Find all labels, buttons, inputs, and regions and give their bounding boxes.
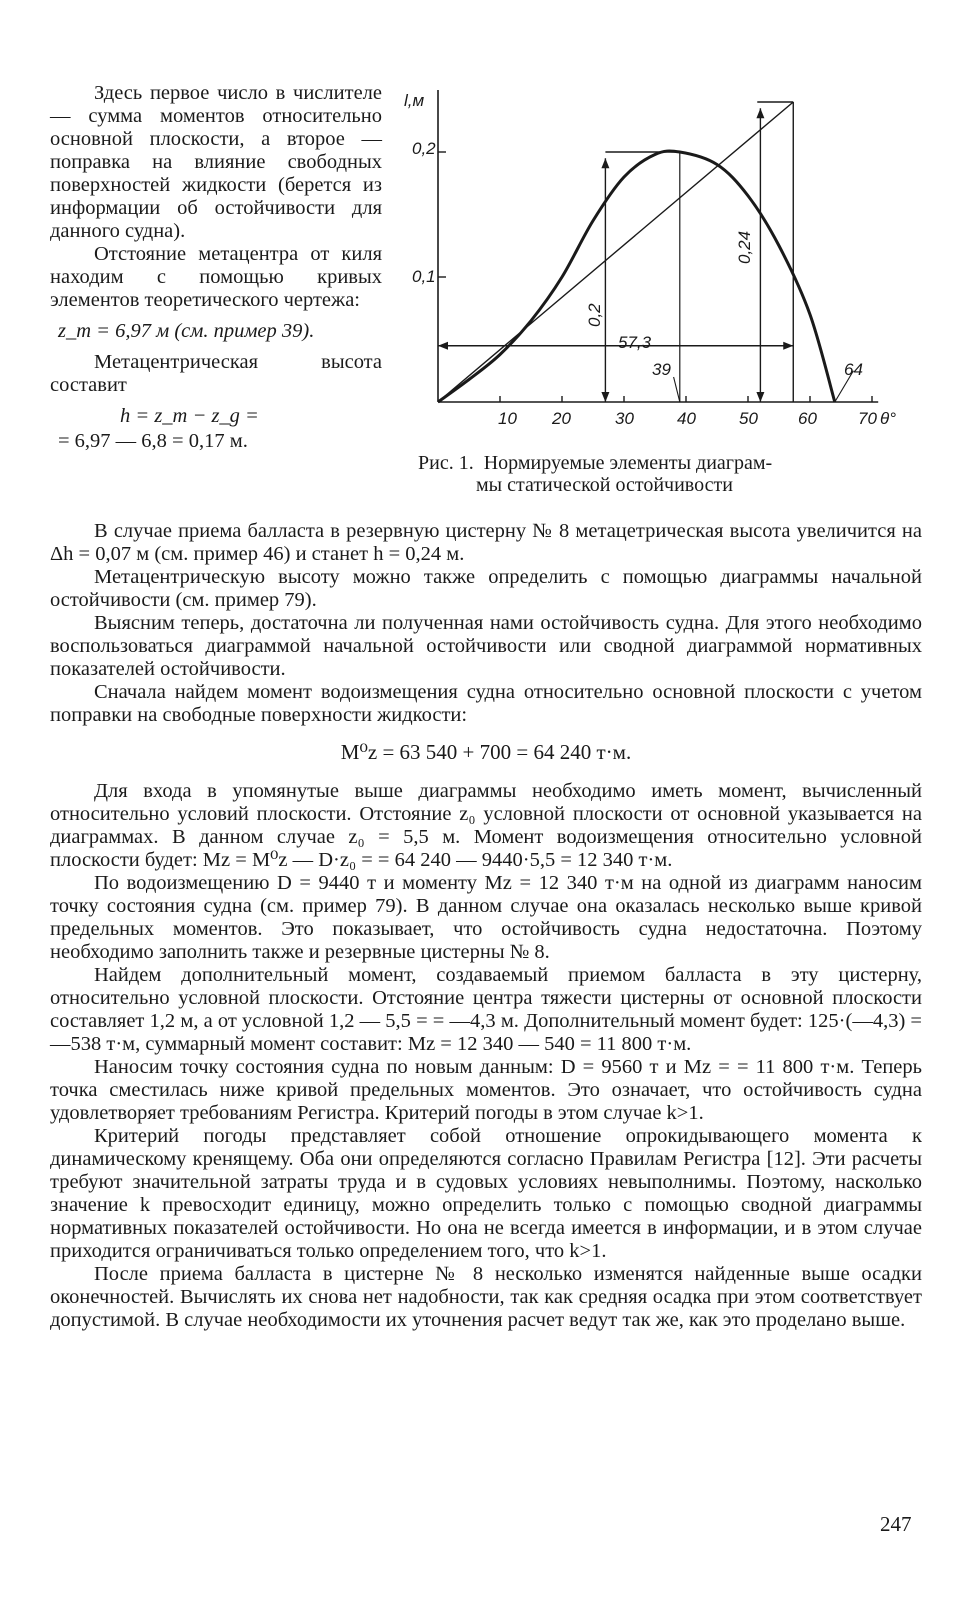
x-tick-label: 20 [552, 409, 571, 428]
paragraph: Сначала найдем момент водоизмещения судна относительно основной плоскости с учетом поправки на свободные поверхности жидкости: [50, 681, 922, 726]
y-tick-label: 0,1 [412, 267, 436, 286]
arrow-head [601, 392, 609, 402]
paragraph: По водоизмещению D = 9440 т и моменту Mz = 12 340 т·м на одной из диаграмм наносим точку состояния судна (см. пример 79). В данном случае она оказалась несколько выше кривой предельных моментов. Это показывает, что остойчивость судна недостаточна. Поэтому необходимо заполнить также и резервные цистерны № 8. [50, 872, 922, 963]
arrow-head [756, 392, 764, 402]
paragraph: Метацентрическую высоту можно также определить с помощью диаграммы начальной остойчивости (см. пример 79). [50, 566, 922, 611]
figure-caption [418, 452, 898, 496]
formula-moment: M⁰z = 63 540 + 700 = 64 240 т·м. [340, 740, 632, 764]
paragraph: Отстояние метацентра от киля находим с помощью кривых элементов теоретического чертежа: [50, 243, 382, 311]
theta-max-annotation: 39 [652, 360, 671, 379]
paragraph: После приема балласта в цистерне № 8 несколько изменятся найденные выше осадки оконечностей. Вычислять их снова нет надобности, так как средняя осадка при этом соответствует допустимой. В случае необходимости их уточнения расчет ведут так же, как это проделано выше. [50, 1263, 922, 1331]
x-tick-label: 10 [498, 409, 517, 428]
x-tick-label: 60 [798, 409, 817, 428]
chart-plot-area [438, 90, 878, 402]
caption-number: Рис. 1. [418, 452, 474, 474]
arrow-head [756, 108, 764, 118]
caption-line-1: Нормируемые элементы диаграм- [483, 452, 773, 474]
lmax-annotation: 0,2 [585, 303, 604, 327]
caption-line-2: мы статической остойчивости [476, 474, 733, 496]
y-axis-label: l,м [404, 91, 425, 110]
stability-diagram [398, 72, 938, 512]
paragraph: Наносим точку состояния судна по новым данным: D = 9560 т и Mz = = 11 800 т·м. Теперь точка сместилась ниже кривой предельных моментов. Это означает, что остойчивость судна удовлетворяет требованиям Регистра. Критерий погоды в этом случае k>1. [50, 1056, 922, 1124]
y-tick-label: 0,2 [412, 139, 436, 158]
paragraph: Метацентрическая высота составит [50, 351, 382, 396]
paragraph: Для входа в упомянутые выше диаграммы необходимо иметь момент, вычисленный относительно условий плоскости. Отстояние z₀ условной плоскости от основной указывается на диаграммах. В данном случае z₀ = 5,5 м. Момент водоизмещения относительно условной плоскости будет: Mz = M⁰z — D·z₀ = = 64 240 — 9440·5,5 = 12 340 т·м. [50, 780, 922, 871]
range-annotation: 57,3 [618, 333, 652, 352]
x-tick-label: 30 [615, 409, 634, 428]
arrow-head [438, 342, 448, 350]
arrow-head [601, 158, 609, 168]
paragraph: Критерий погоды представляет собой отношение опрокидывающего момента к динамическому кренящему. Оба они определяются согласно Правилам Регистра [12]. Эти расчеты требуют значительной затраты труда и в судовых условиях невыполнимы. Поэтому, насколько значение k превосходит единицу, можно определить только с помощью сводной диаграммы нормативных показателей остойчивости. Но она не всегда имеется в информации, и в этом случае приходится ограничиваться только определением того, что k>1. [50, 1125, 922, 1262]
paragraph: Найдем дополнительный момент, создаваемый приемом балласта в эту цистерну, относительно условной плоскости. Отстояние центра тяжести цистерны от основной плоскости составляет 1,2 м, а от условной 1,2 — 5,5 = = —4,3 м. Дополнительный момент будет: 125·(—4,3) = —538 т·м, суммарный момент составит: Mz = 12 340 — 540 = 11 800 т·м. [50, 964, 922, 1055]
righting-arm-curve [438, 151, 835, 402]
paragraph: В случае приема балласта в резервную цистерну № 8 метацетрическая высота увеличится на Δh = 0,07 м (см. пример 46) и станет h = 0,24 м. [50, 520, 922, 565]
main-text [50, 520, 922, 1332]
x-tick-label: 70 [858, 409, 877, 428]
x-tick-label: 40 [677, 409, 696, 428]
x-axis-label: θ° [880, 409, 897, 428]
left-column [50, 82, 382, 461]
arrow-head [783, 342, 793, 350]
h-annotation: 0,24 [735, 230, 754, 264]
equation-zm: z_m = 6,97 м (см. пример 39). [58, 320, 315, 342]
page-number: 247 [880, 1512, 912, 1536]
theta-max-leader [674, 377, 680, 402]
equation-h-value: = 6,97 — 6,8 = 0,17 м. [58, 430, 248, 452]
equation-h: h = z_m − z_g = [120, 405, 259, 427]
paragraph: Здесь первое число в числителе — сумма моментов относительно основной плоскости, а второе — поправка на влияние свободных поверхностей жидкости (берется из информации об остойчивости для данного судна). [50, 82, 382, 242]
x-tick-label: 50 [739, 409, 758, 428]
theta-vanish-annotation: 64 [844, 360, 863, 379]
paragraph: Выясним теперь, достаточна ли полученная нами остойчивость судна. Для этого необходимо воспользоваться диаграммой начальной остойчивости или сводной диаграммой нормативных показателей остойчивости. [50, 612, 922, 680]
